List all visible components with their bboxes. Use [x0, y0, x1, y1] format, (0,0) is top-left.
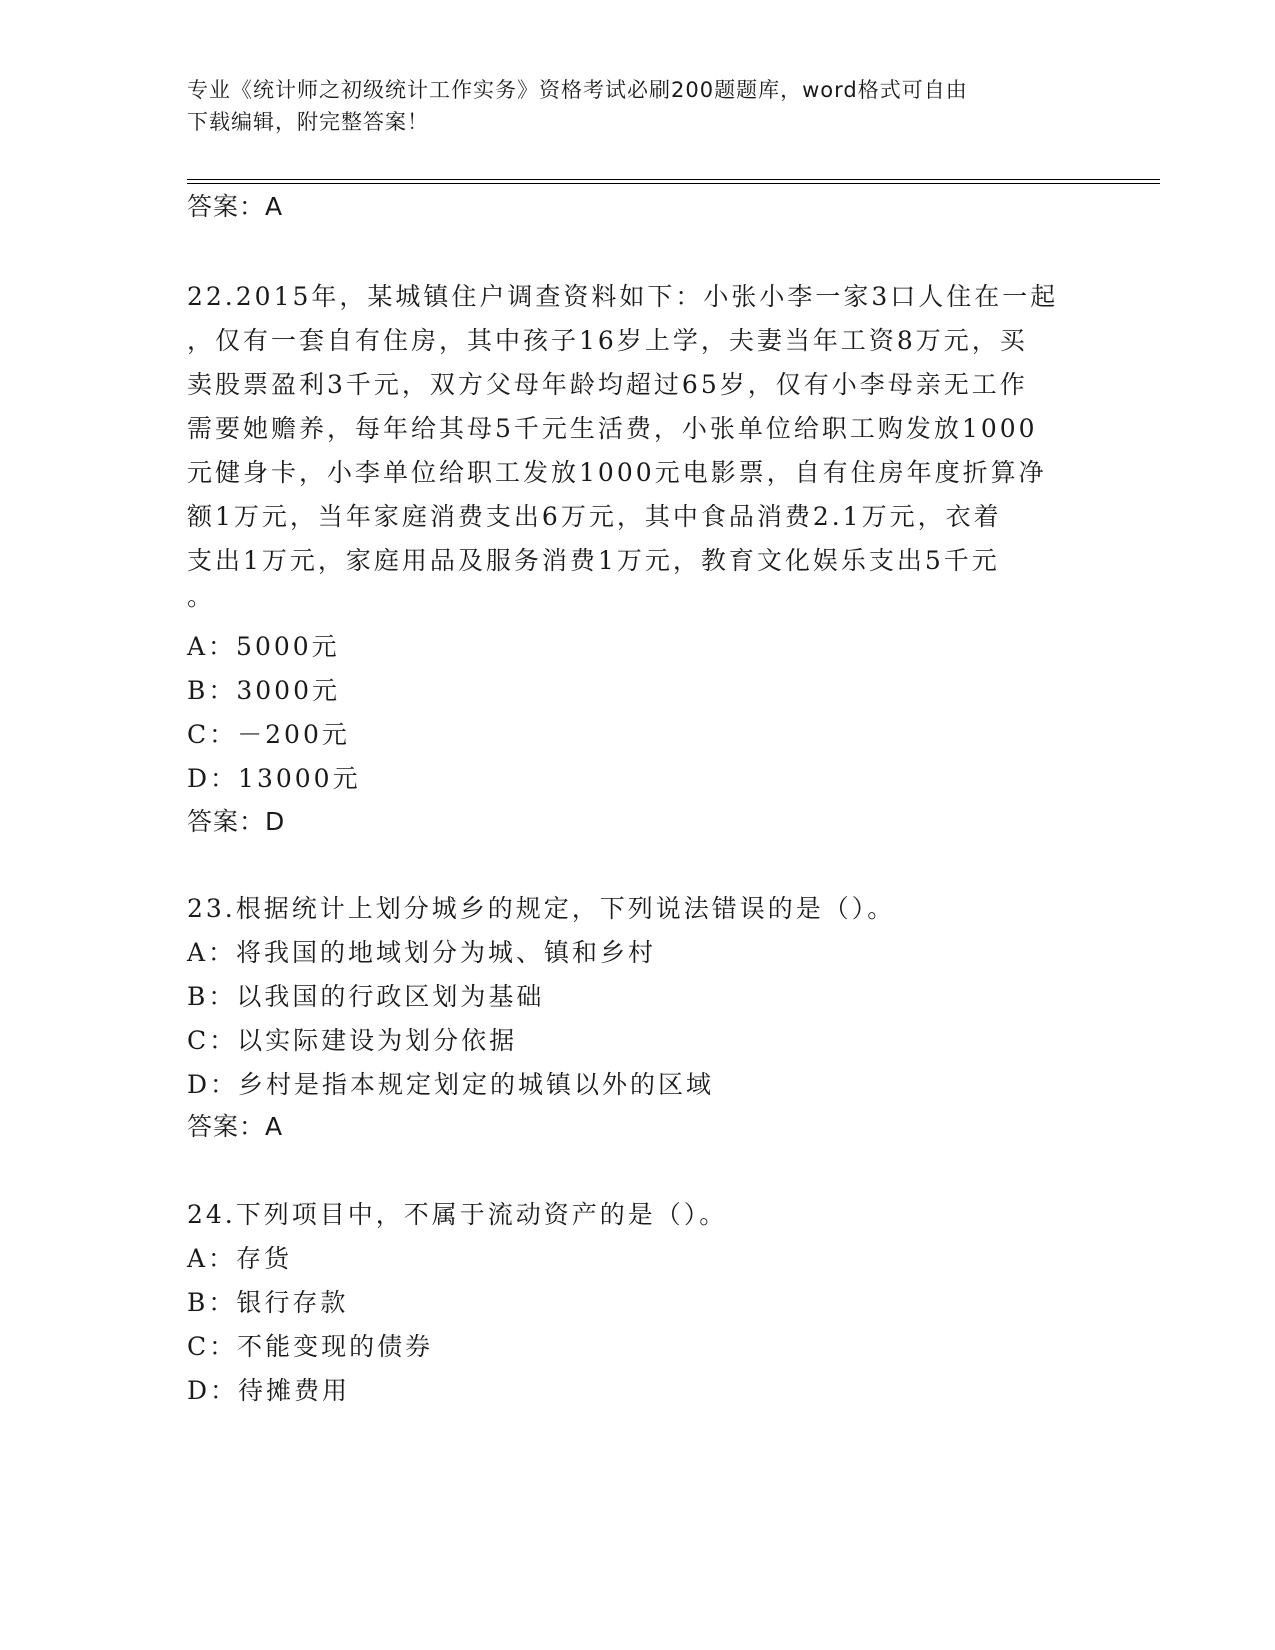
- option-b: B：银行存款: [187, 1288, 349, 1317]
- option-c: C：－200元: [187, 720, 350, 749]
- question-22-line: 需要她赡养，每年给其母5千元生活费，小张单位给职工购发放1000: [187, 414, 1038, 443]
- question-24-text: 24.下列项目中，不属于流动资产的是（）。: [187, 1200, 728, 1229]
- option-c: C：不能变现的债券: [187, 1332, 434, 1361]
- option-a: A：5000元: [187, 632, 340, 661]
- option-a: A：将我国的地域划分为城、镇和乡村: [187, 938, 657, 967]
- header-divider-bottom: [187, 183, 1160, 184]
- question-22-line: 元健身卡，小李单位给职工发放1000元电影票，自有住房年度折算净: [187, 458, 1047, 487]
- question-22-line: 支出1万元，家庭用品及服务消费1万元，教育文化娱乐支出5千元: [187, 546, 1000, 575]
- answer-21: 答案：A: [187, 192, 284, 221]
- answer-22: 答案：D: [187, 807, 286, 836]
- question-22-line: 额1万元，当年家庭消费支出6万元，其中食品消费2.1万元，衣着: [187, 502, 1002, 531]
- option-d: D：乡村是指本规定划定的城镇以外的区域: [187, 1070, 715, 1099]
- header-divider-top: [187, 179, 1160, 180]
- option-c: C：以实际建设为划分依据: [187, 1026, 518, 1055]
- document-header: [187, 74, 1087, 138]
- question-22-line: 卖股票盈利3千元，双方父母年龄均超过65岁，仅有小李母亲无工作: [187, 370, 1028, 399]
- option-b: B：3000元: [187, 676, 340, 705]
- option-d: D：13000元: [187, 764, 361, 793]
- option-d: D：待摊费用: [187, 1376, 351, 1405]
- option-b: B：以我国的行政区划为基础: [187, 982, 545, 1011]
- answer-23: 答案：A: [187, 1112, 284, 1141]
- option-a: A：存货: [187, 1244, 293, 1273]
- question-22-line: 22.2015年，某城镇住户调查资料如下：小张小李一家3口人住在一起: [187, 282, 1059, 311]
- question-22-line: 。: [187, 582, 216, 611]
- header-line-1: 专业《统计师之初级统计工作实务》资格考试必刷200题题库，word格式可自由: [187, 78, 968, 102]
- header-line-2: 下载编辑，附完整答案！: [187, 110, 429, 134]
- question-23-text: 23.根据统计上划分城乡的规定，下列说法错误的是（）。: [187, 894, 896, 923]
- question-22-line: ，仅有一套自有住房，其中孩子16岁上学，夫妻当年工资8万元，买: [187, 326, 1028, 355]
